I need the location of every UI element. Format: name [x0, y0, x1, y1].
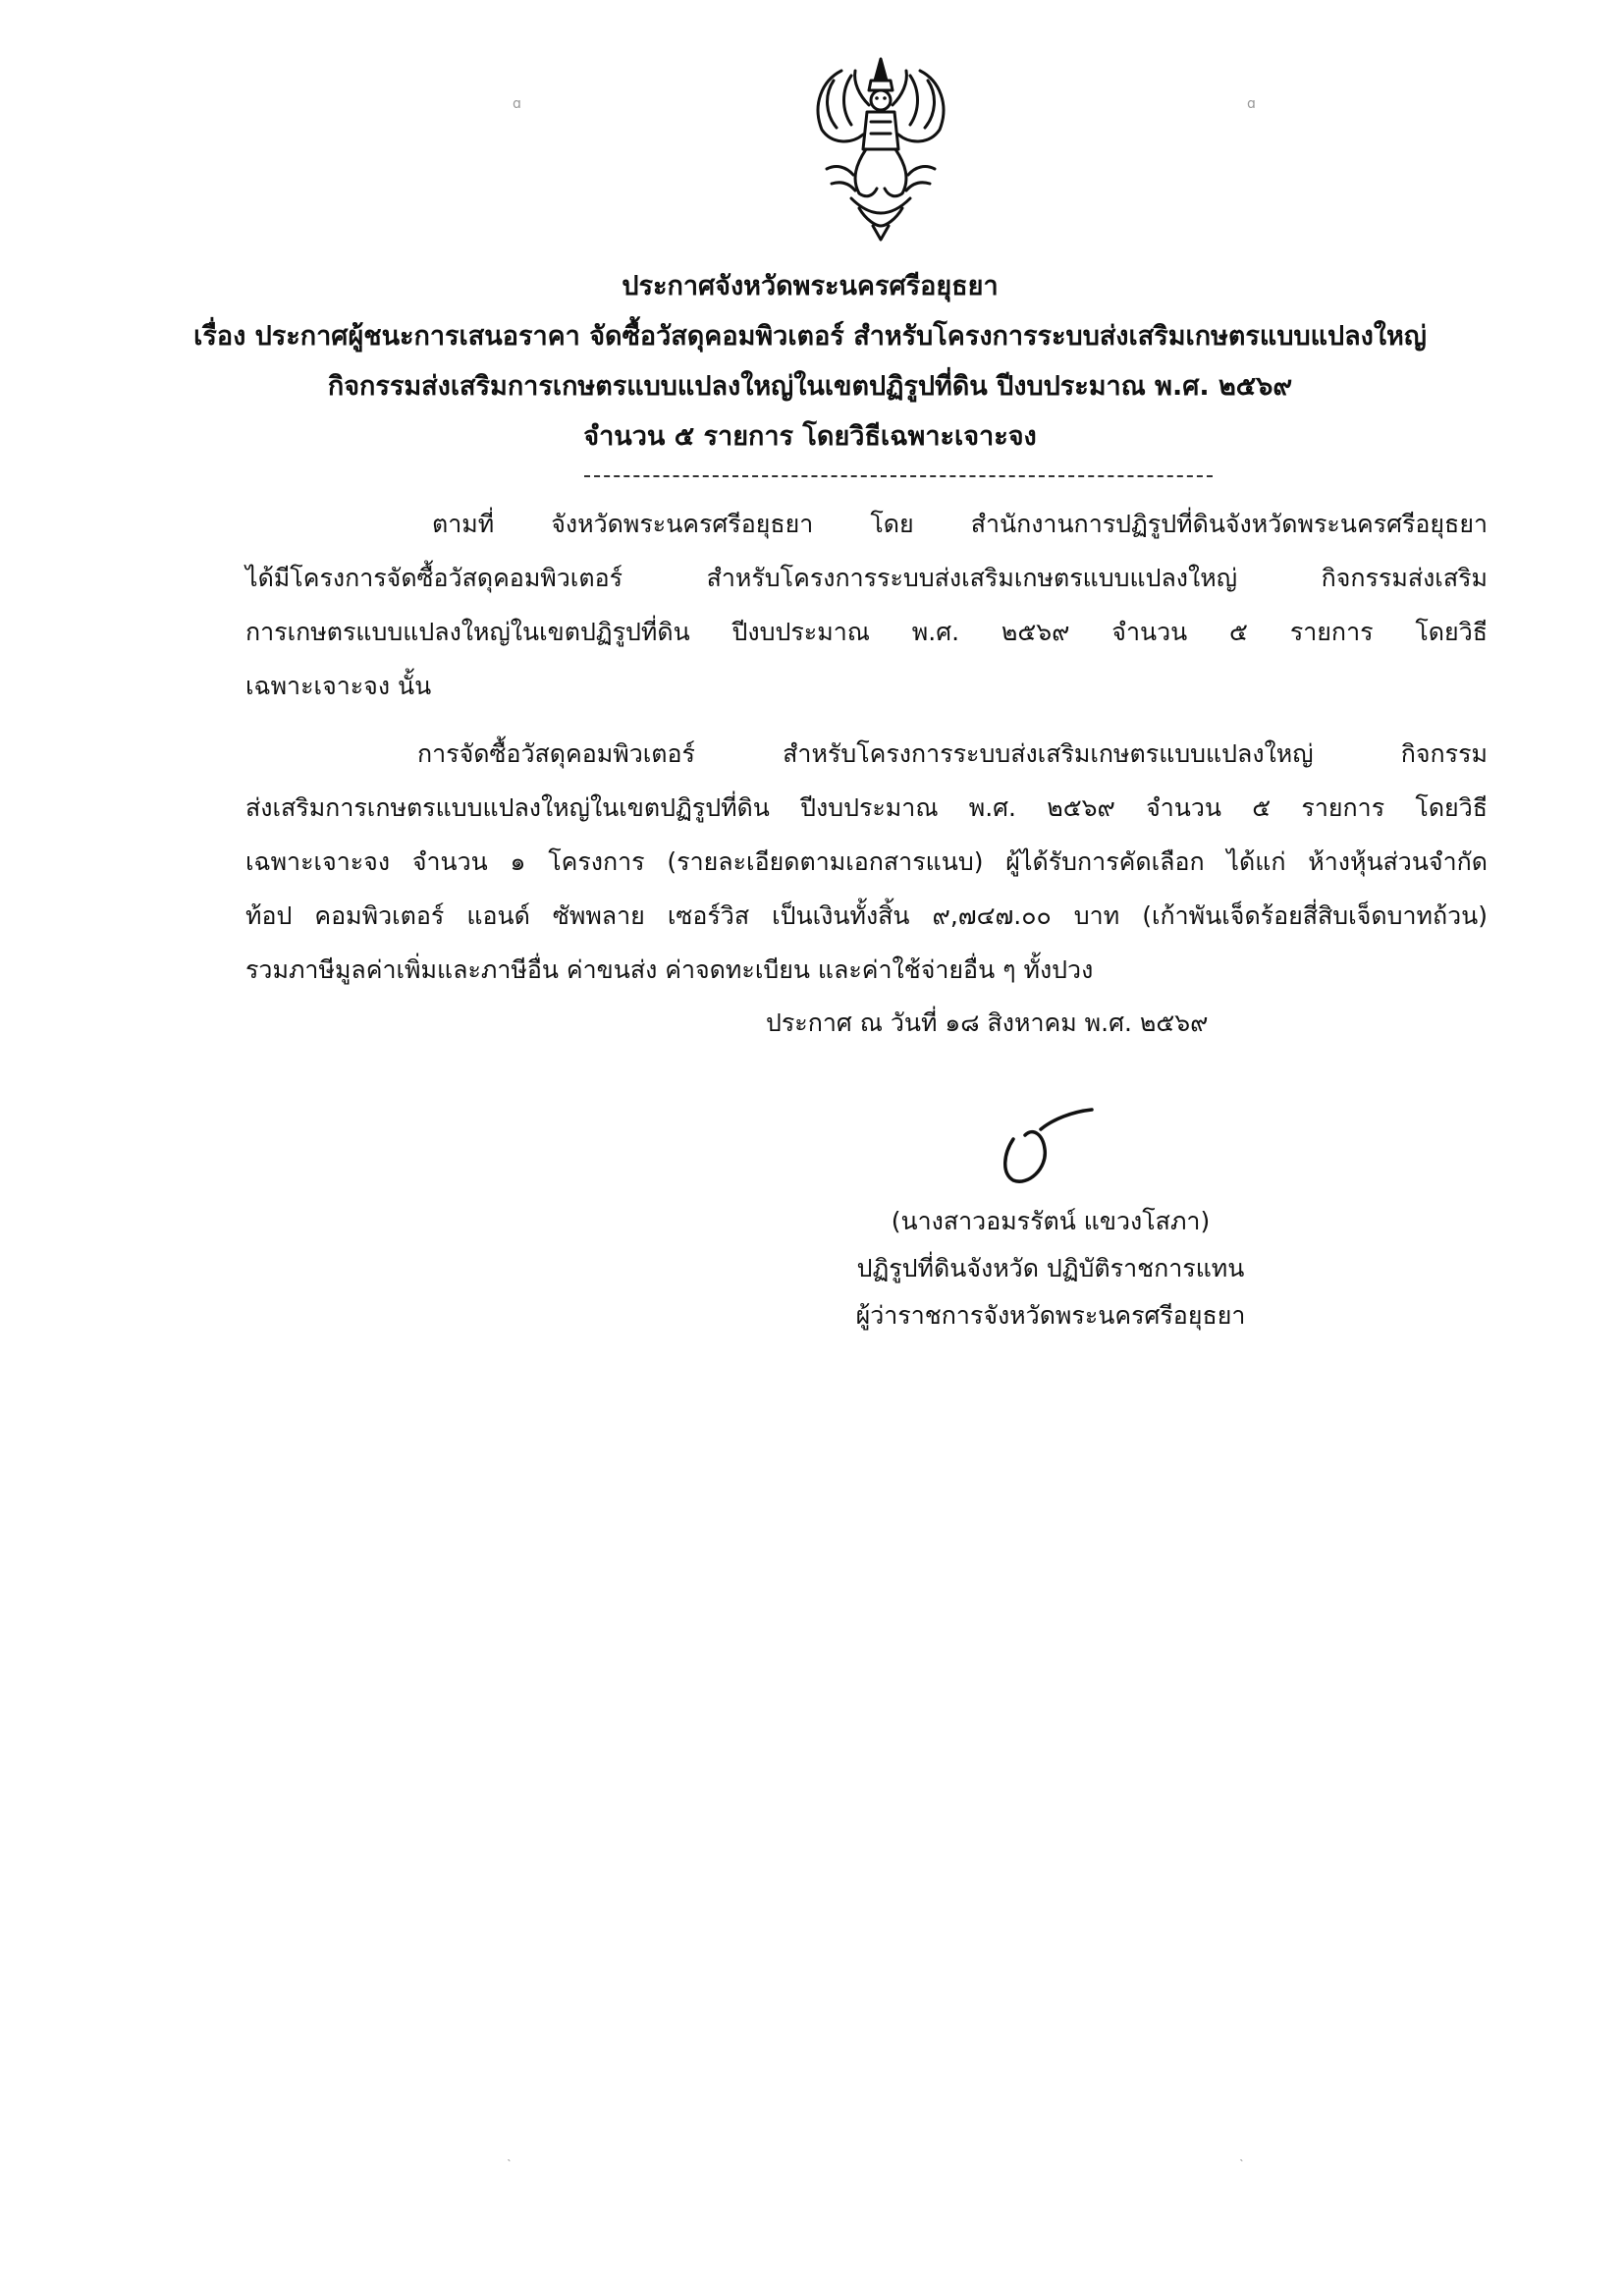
paragraph-line: การจัดซื้อวัสดุคอมพิวเตอร์ สำหรับโครงการระบบส่งเสริมเกษตรแบบแปลงใหญ่ กิจกรรม [417, 739, 1488, 768]
paragraph-line: รวมภาษีมูลค่าเพิ่มและภาษีอื่น ค่าขนส่ง ค่าจดทะเบียน และค่าใช้จ่ายอื่น ๆ ทั้งปวง [245, 955, 1094, 984]
garuda-emblem-icon [783, 51, 979, 247]
announcement-date: ประกาศ ณ วันที่ ๑๘ สิงหาคม พ.ศ. ๒๕๖๙ [766, 1009, 1209, 1037]
paragraph-line: เฉพาะเจาะจง นั้น [245, 672, 432, 700]
scan-mark: ˴ [507, 2152, 512, 2167]
document-title: ประกาศจังหวัดพระนครศรีอยุธยา [622, 271, 999, 301]
body-paragraph-1 [245, 497, 1488, 713]
paragraph-line: ได้มีโครงการจัดซื้อวัสดุคอมพิวเตอร์ สำหรับโครงการระบบส่งเสริมเกษตรแบบแปลงใหญ่ กิจกรรมส่งเสริม [245, 564, 1488, 592]
paragraph-line: ท้อป คอมพิวเตอร์ แอนด์ ซัพพลาย เซอร์วิส เป็นเงินทั้งสิ้น ๙,๗๔๗.๐๐ บาท (เก้าพันเจ็ดร้อยสี่สิบเจ็ดบาทถ้วน) [245, 901, 1488, 930]
paragraph-line: ส่งเสริมการเกษตรแบบแปลงใหญ่ในเขตปฏิรูปที่ดิน ปีงบประมาณ พ.ศ. ๒๕๖๙ จำนวน ๕ รายการ โดยวิธี [245, 793, 1488, 822]
body-paragraph-2 [245, 727, 1488, 997]
scan-mark: ˴ [1239, 2152, 1244, 2167]
signatory-position-2: ผู้ว่าราชการจังหวัดพระนครศรีอยุธยา [855, 1301, 1246, 1330]
signatory-name: (นางสาวอมรรัตน์ แขวงโสภา) [891, 1207, 1211, 1235]
subject-line-1: เรื่อง ประกาศผู้ชนะการเสนอราคา จัดซื้อวัสดุคอมพิวเตอร์ สำหรับโครงการระบบส่งเสริมเกษตรแบบแปลงใหญ่ [193, 321, 1427, 352]
scan-mark: ɑ [1247, 96, 1256, 112]
scan-mark: ɑ [513, 96, 521, 112]
signatory-position-1: ปฏิรูปที่ดินจังหวัด ปฏิบัติราชการแทน [856, 1254, 1245, 1282]
paragraph-line: ตามที่ จังหวัดพระนครศรีอยุธยา โดย สำนักงานการปฏิรูปที่ดินจังหวัดพระนครศรีอยุธยา [432, 510, 1488, 538]
paragraph-line: เฉพาะเจาะจง จำนวน ๑ โครงการ (รายละเอียดตามเอกสารแนบ) ผู้ได้รับการคัดเลือก ได้แก่ ห้างหุ้นส่วนจำกัด [245, 847, 1488, 876]
handwritten-signature-icon [994, 1100, 1102, 1193]
paragraph-line: การเกษตรแบบแปลงใหญ่ในเขตปฏิรูปที่ดิน ปีงบประมาณ พ.ศ. ๒๕๖๙ จำนวน ๕ รายการ โดยวิธี [245, 618, 1488, 646]
subject-line-3: จำนวน ๕ รายการ โดยวิธีเฉพาะเจาะจง [583, 421, 1037, 452]
separator-rule [584, 475, 1213, 477]
signatory-block [776, 1198, 1326, 1339]
subject-line-2: กิจกรรมส่งเสริมการเกษตรแบบแปลงใหญ่ในเขตปฏิรูปที่ดิน ปีงบประมาณ พ.ศ. ๒๕๖๙ [327, 371, 1293, 402]
